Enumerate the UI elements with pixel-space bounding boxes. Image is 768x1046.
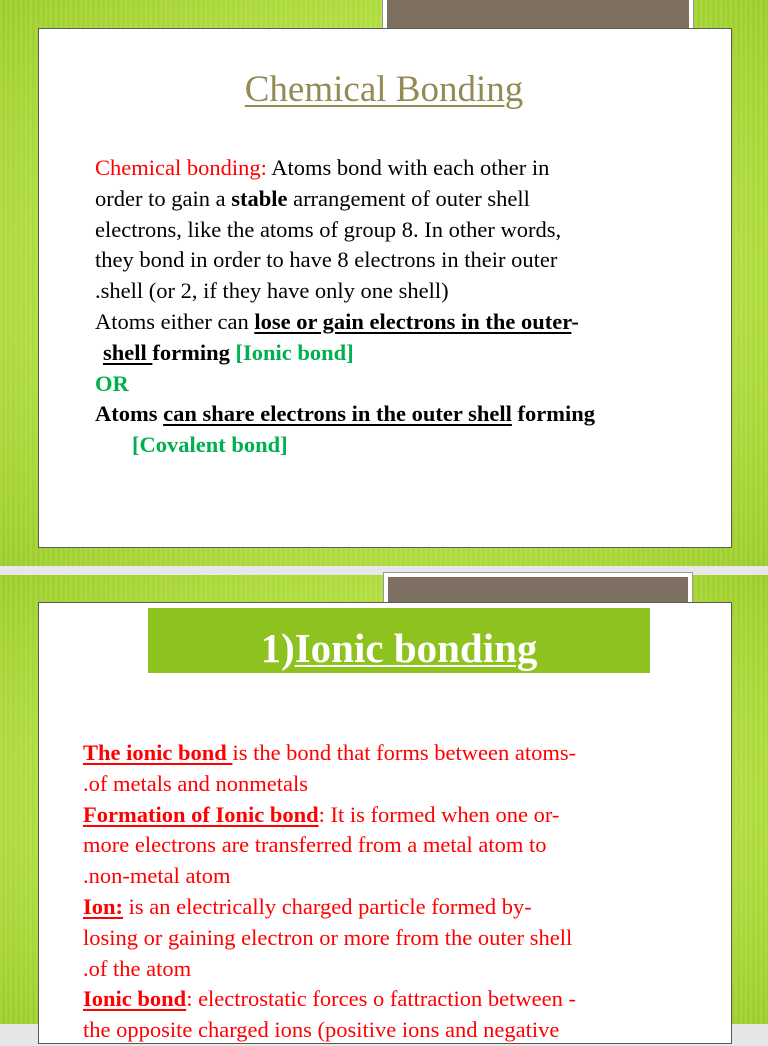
term-label: Ion: — [83, 893, 124, 919]
underlined-text: lose or gain electrons in the outer — [254, 308, 572, 334]
or-label: OR — [95, 370, 129, 396]
term-label: Formation of Ionic bond — [83, 801, 319, 827]
line-text: : electrostatic forces o fattraction between - — [186, 986, 576, 1012]
text-line — [95, 184, 695, 215]
emphasis-text: forming — [152, 339, 236, 365]
text-line: .shell (or 2, if they have only one shell) — [95, 278, 449, 304]
line-text: : It is formed when one or- — [318, 801, 560, 827]
text-line — [83, 984, 703, 1015]
term-label: The ionic bond — [83, 740, 233, 765]
line-text: Atoms bond with each other in — [266, 155, 550, 180]
text-line: more electrons are transferred from a metal atom to — [83, 832, 547, 858]
line-text: - — [571, 308, 579, 334]
text-line: the opposite charged ions (positive ions and negative — [83, 1017, 560, 1043]
emphasis-text: Atoms — [95, 401, 164, 427]
text-line: .non-metal atom — [83, 863, 231, 889]
text-line: they bond in order to have 8 electrons in their outer — [95, 247, 558, 273]
text-line: .of metals and nonmetals — [83, 770, 308, 796]
underlined-text: shell — [103, 339, 153, 365]
line-text: is an electrically charged particle formed by- — [123, 893, 532, 919]
ionic-bond-label: [Ionic bond] — [235, 339, 354, 365]
term-label: Ionic bond — [83, 986, 187, 1012]
text-line: .of the atom — [83, 955, 192, 981]
covalent-bond-label: [Covalent bond] — [132, 432, 288, 458]
text-line — [83, 892, 703, 923]
line-text: Atoms either can — [95, 308, 255, 334]
slide-body-text — [95, 153, 695, 461]
text-line: losing or gaining electron or more from the outer shell — [83, 924, 573, 950]
emphasis-text: forming — [511, 401, 595, 427]
section-title: Ionic bonding — [294, 625, 538, 671]
underlined-text: can share electrons in the outer shell — [163, 401, 512, 427]
section-banner — [148, 608, 650, 673]
line-text: arrangement of outer shell — [287, 185, 530, 211]
line-text: order to gain a — [95, 185, 232, 211]
text-line — [95, 153, 695, 184]
slide-title: Chemical Bonding — [244, 69, 524, 110]
section-number: 1) — [260, 625, 295, 671]
text-line — [83, 800, 703, 831]
text-line: electrons, like the atoms of group 8. In other words, — [95, 216, 562, 242]
text-line — [95, 307, 695, 338]
line-text: is the bond that forms between atoms- — [232, 740, 577, 765]
text-line — [95, 399, 695, 430]
emphasis-text: stable — [231, 185, 288, 211]
definition-label: Chemical bonding: — [95, 155, 267, 180]
text-line — [83, 738, 703, 769]
text-line — [95, 338, 695, 369]
slide-body-text — [83, 738, 703, 1046]
slide-ionic-bonding — [0, 575, 768, 1043]
